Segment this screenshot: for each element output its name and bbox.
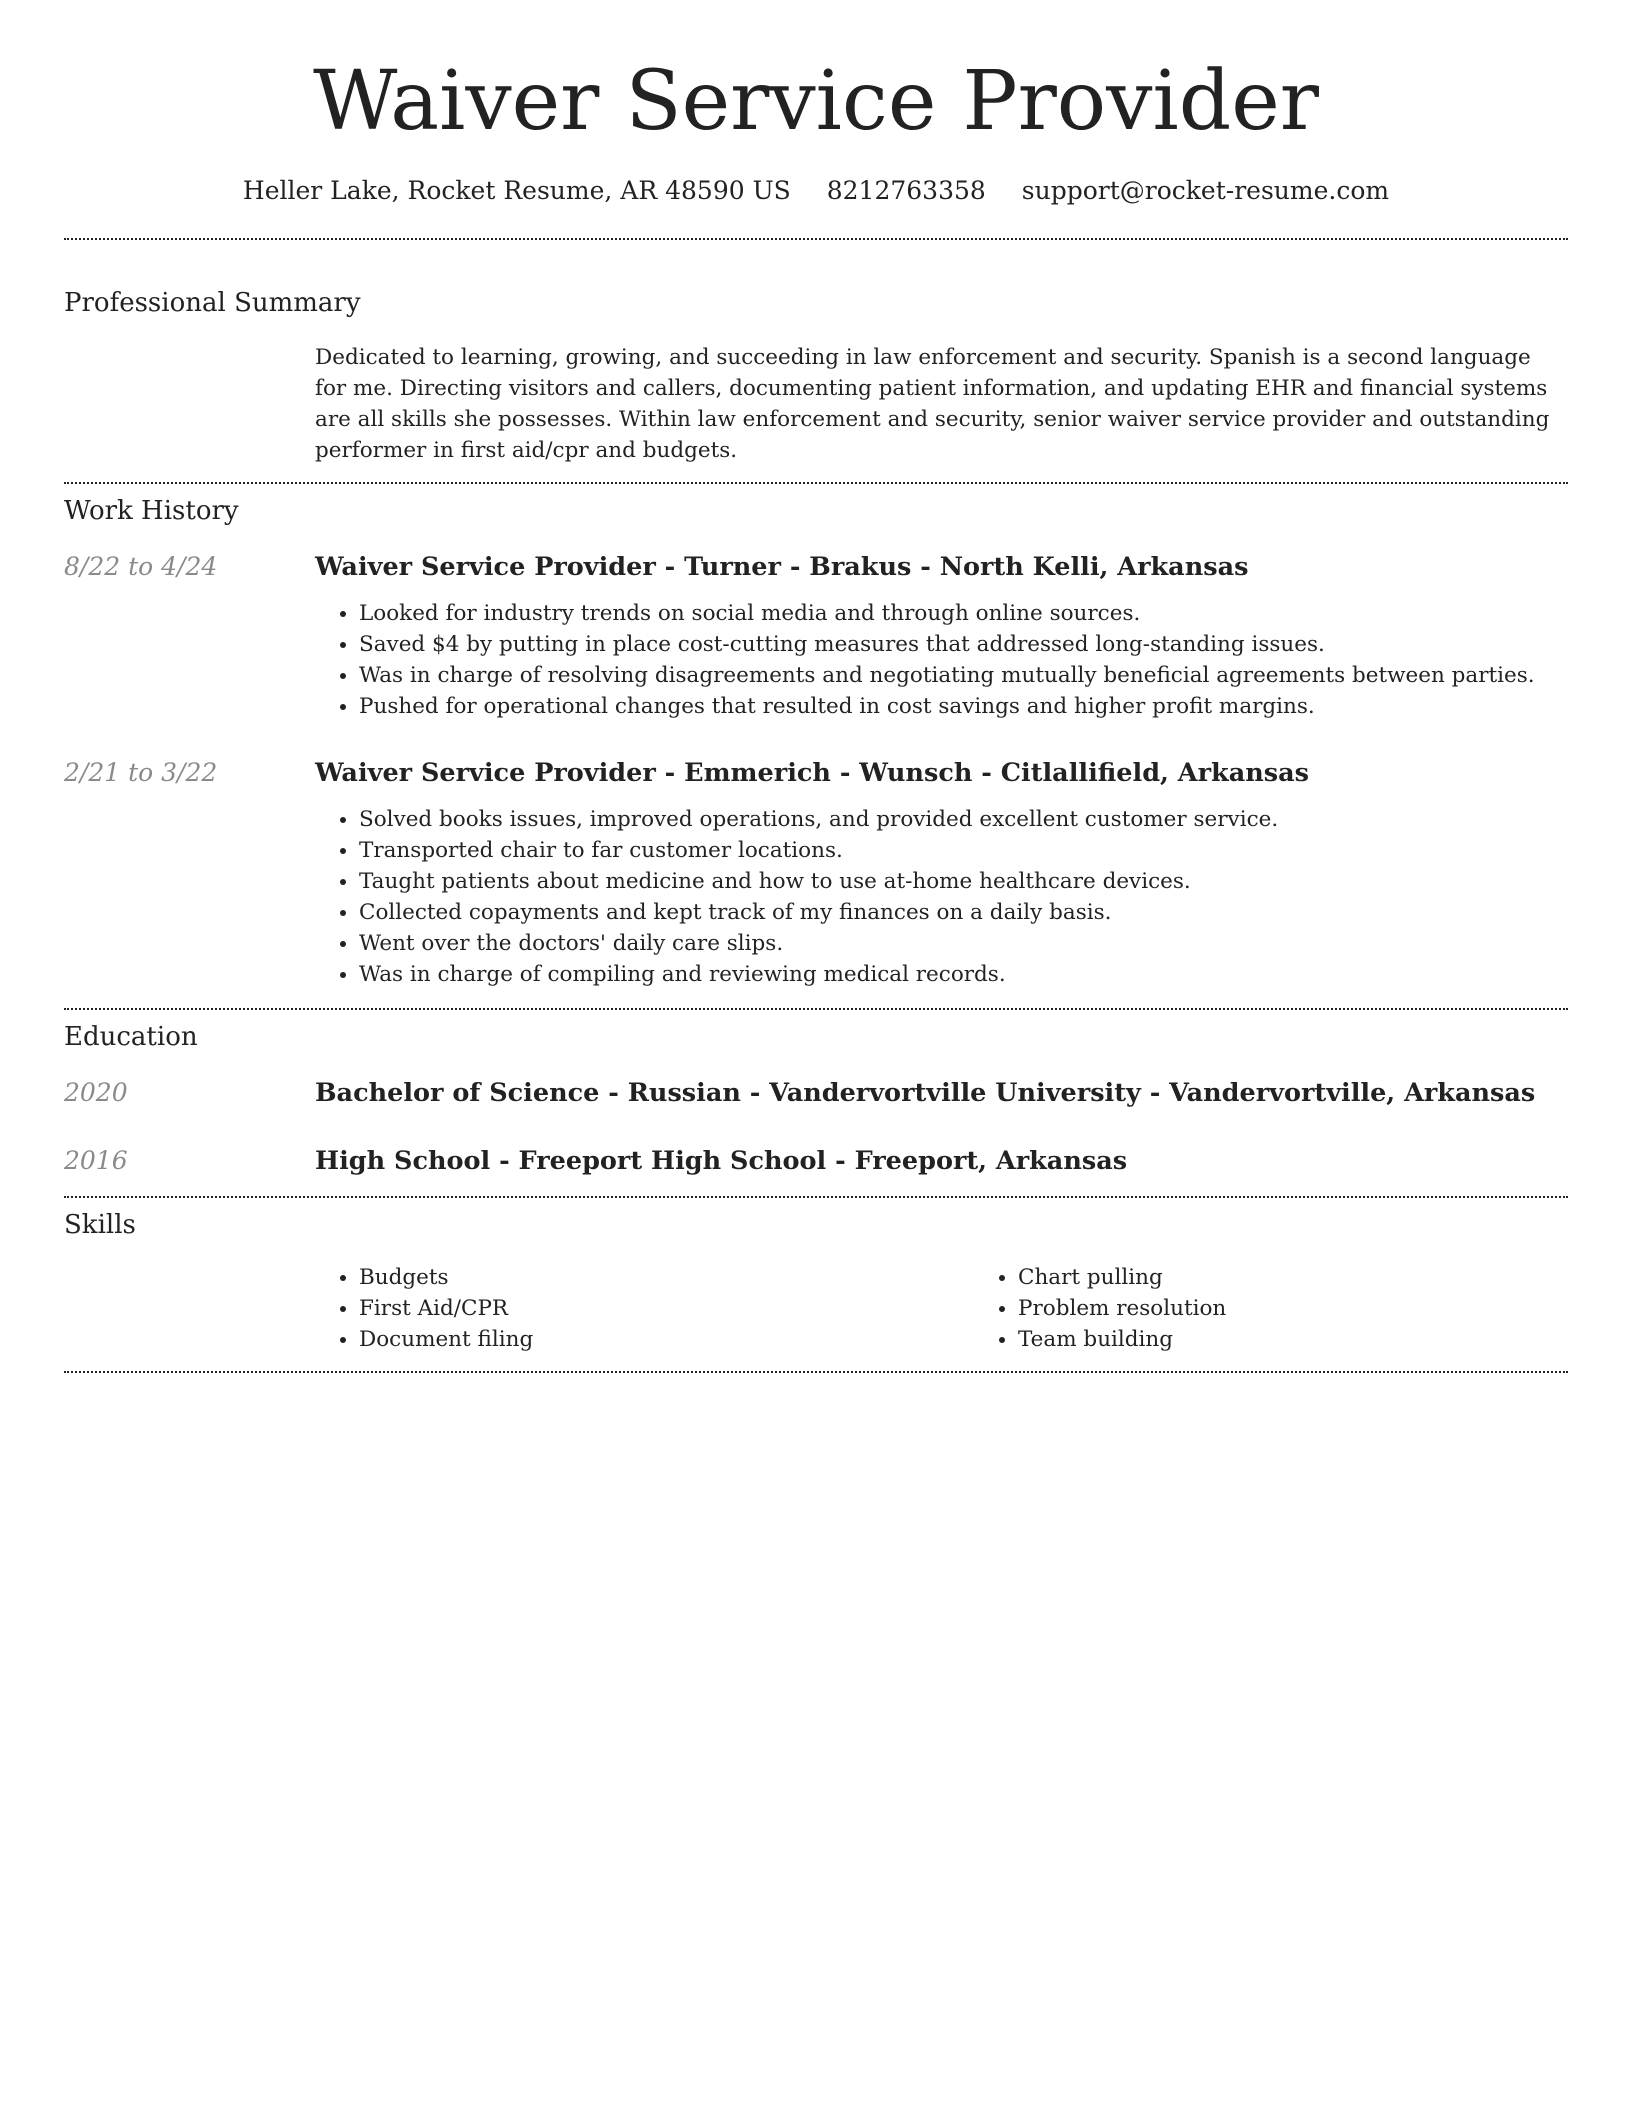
contact-email: support@rocket-resume.com [1021, 176, 1390, 205]
education-year: 2020 [64, 1078, 128, 1107]
list-item: • Was in charge of resolving disagreements and negotiating mutually beneficial agreements between parties. [359, 660, 1568, 691]
contact-phone: 8212763358 [826, 176, 986, 205]
job-bullets [315, 804, 1568, 990]
education-title: Education [64, 1022, 198, 1052]
skills-divider [64, 1371, 1568, 1373]
list-item: • Collected copayments and kept track of my finances on a daily basis. [359, 897, 1568, 928]
skill-item: • Chart pulling [1018, 1262, 1632, 1293]
list-item: • Looked for industry trends on social media and through online sources. [359, 598, 1568, 629]
skills-column-left [315, 1262, 974, 1355]
skill-item: • Team building [1018, 1324, 1632, 1355]
education-degree: High School - Freeport High School - Freeport, Arkansas [315, 1146, 1128, 1176]
job-title: Waiver Service Provider - Turner - Brakus - North Kelli, Arkansas [315, 552, 1249, 582]
job-dates: 8/22 to 4/24 [64, 552, 218, 581]
education-entry [64, 1076, 1568, 1110]
job-entry [64, 756, 1568, 990]
candidate-name: Waiver Service Provider [313, 54, 1319, 149]
education-section [64, 1010, 1568, 1178]
contact-line [64, 174, 1568, 208]
list-item: • Transported chair to far customer locations. [359, 835, 1568, 866]
summary-text: Dedicated to learning, growing, and succeeding in law enforcement and security. Spanish is a second language for me. Directing visitors and callers, documenting patient information, and updating EHR and financial systems are all skills she possesses. Within law enforcement and security, senior waiver service provider and outstanding performer in first aid/cpr and budgets. [315, 345, 1550, 463]
work-history-section [64, 484, 1568, 990]
list-item: • Solved books issues, improved operations, and provided excellent customer service. [359, 804, 1568, 835]
job-title: Waiver Service Provider - Emmerich - Wunsch - Citlallifield, Arkansas [315, 758, 1309, 788]
job-entry [64, 550, 1568, 722]
summary-title: Professional Summary [64, 288, 361, 318]
list-item: • Saved $4 by putting in place cost-cutting measures that addressed long-standing issues. [359, 629, 1568, 660]
work-history-title: Work History [64, 496, 239, 526]
education-degree: Bachelor of Science - Russian - Vandervortville University - Vandervortville, Arkansas [315, 1078, 1536, 1108]
education-year: 2016 [64, 1146, 128, 1175]
skill-item: • First Aid/CPR [359, 1293, 974, 1324]
list-item: • Pushed for operational changes that resulted in cost savings and higher profit margins. [359, 691, 1568, 722]
skill-item: • Document filing [359, 1324, 974, 1355]
skills-column-right [974, 1262, 1632, 1355]
list-item: • Taught patients about medicine and how to use at-home healthcare devices. [359, 866, 1568, 897]
contact-address: Heller Lake, Rocket Resume, AR 48590 US [242, 176, 791, 205]
summary-section [64, 240, 1568, 466]
skills-list [315, 1262, 1568, 1355]
job-bullets [315, 598, 1568, 722]
skill-item: • Problem resolution [1018, 1293, 1632, 1324]
list-item: • Went over the doctors' daily care slips. [359, 928, 1568, 959]
skills-title: Skills [64, 1210, 136, 1240]
skills-section [64, 1198, 1568, 1355]
skill-item: • Budgets [359, 1262, 974, 1293]
job-dates: 2/21 to 3/22 [64, 758, 218, 787]
resume-header [64, 0, 1568, 208]
education-entry [64, 1144, 1568, 1178]
list-item: • Was in charge of compiling and reviewing medical records. [359, 959, 1568, 990]
